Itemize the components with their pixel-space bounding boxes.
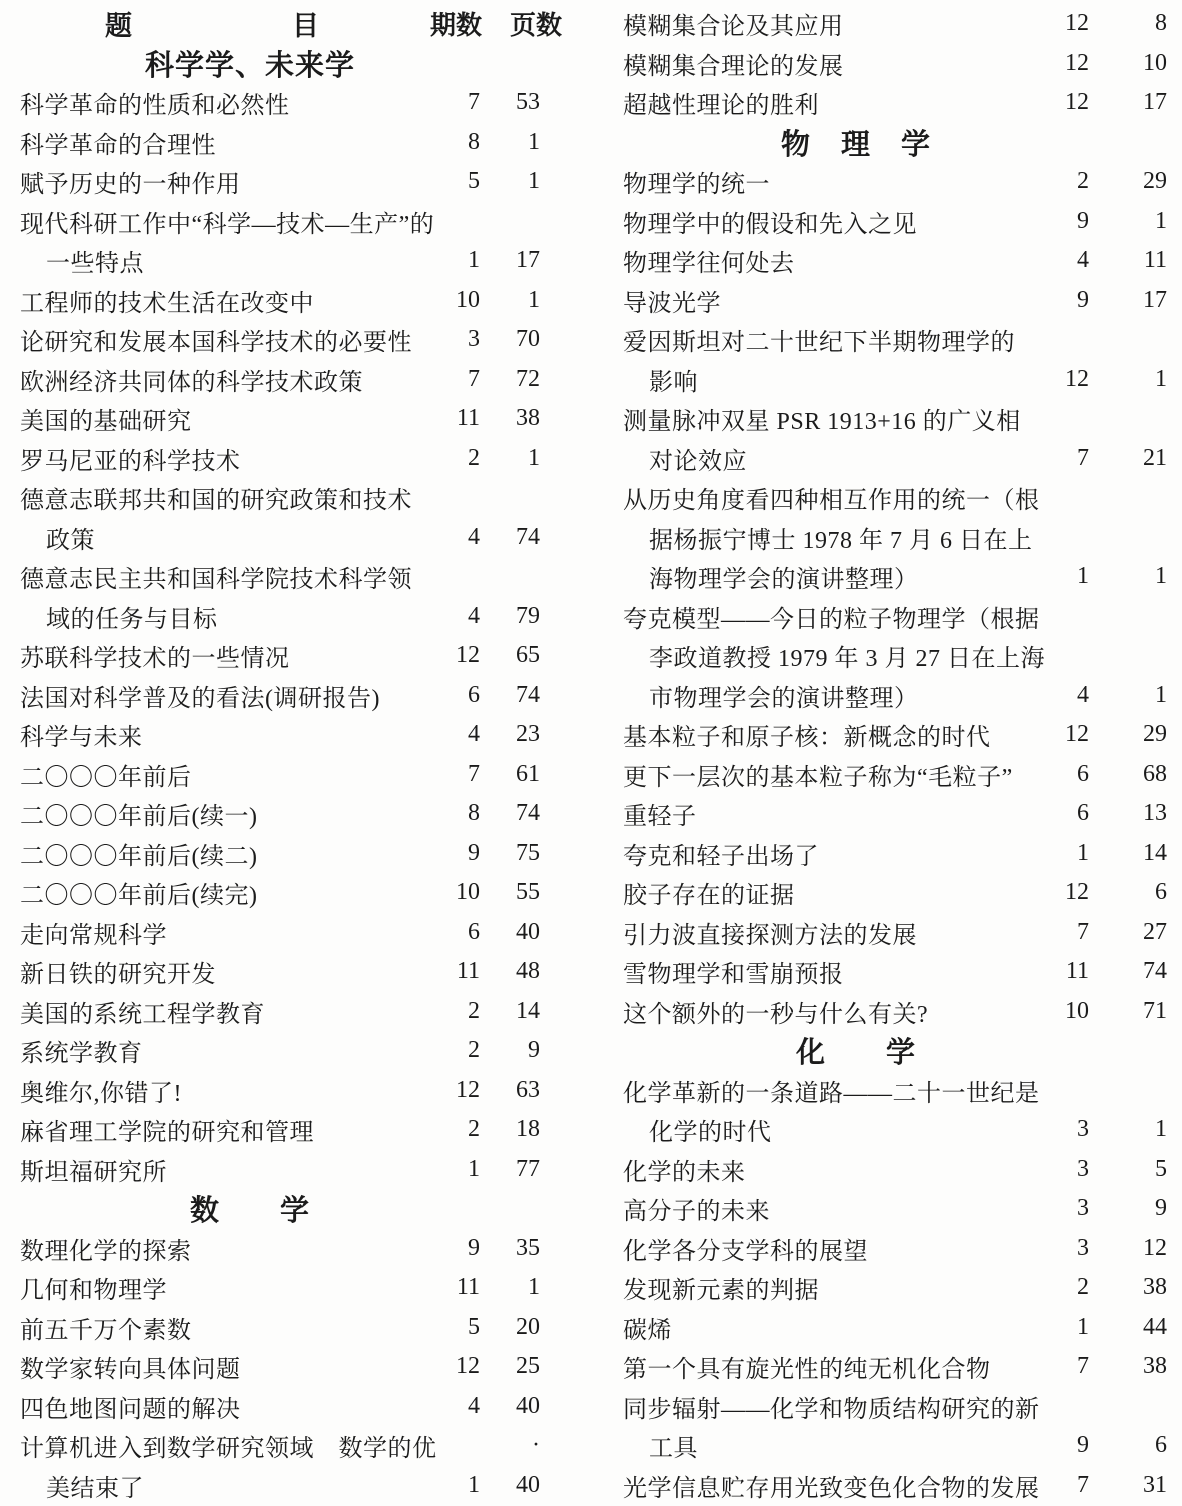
entry-title: 据杨振宁博士 1978 年 7 月 6 日在上 <box>649 527 1033 554</box>
toc-entry-row <box>20 1466 540 1506</box>
toc-entry-row <box>20 83 540 123</box>
entry-issue-number: 1 <box>1077 563 1089 590</box>
entry-title: 这个额外的一秒与什么有关? <box>623 1001 929 1028</box>
entry-page-number: 1 <box>528 1274 540 1301</box>
entry-page-number: 38 <box>1143 1353 1167 1380</box>
entry-page-number: 9 <box>1155 1195 1167 1222</box>
toc-entry-row <box>20 715 540 755</box>
entry-title: 超越性理论的胜利 <box>623 93 819 120</box>
entry-title: 化学的未来 <box>623 1159 746 1186</box>
entry-page-number: 1 <box>1155 681 1167 708</box>
entry-title: 光学信息贮存用光致变色化合物的发展 <box>623 1475 1040 1502</box>
toc-entry-row <box>623 557 1167 597</box>
entry-page-number: 1 <box>528 168 540 195</box>
entry-title: 斯坦福研究所 <box>20 1159 167 1186</box>
toc-entry-row <box>623 320 1167 360</box>
entry-issue-number: 12 <box>456 1076 480 1103</box>
entry-page-number: 5 <box>1155 1155 1167 1182</box>
entry-title: 走向常规科学 <box>20 922 167 949</box>
entry-issue-number: 4 <box>468 1392 480 1419</box>
entry-page-number: 14 <box>516 997 540 1024</box>
entry-issue-number: 12 <box>1065 879 1089 906</box>
toc-entry-row <box>20 1308 540 1348</box>
toc-entry-row <box>623 873 1167 913</box>
entry-issue-number: 6 <box>468 918 480 945</box>
entry-issue-number: 1 <box>1077 839 1089 866</box>
toc-column-left <box>20 4 562 1505</box>
column-header-row <box>20 4 562 44</box>
entry-title: 二〇〇〇年前后(续一) <box>20 804 258 831</box>
entry-title: 雪物理学和雪崩预报 <box>623 962 844 989</box>
entry-page-number: 12 <box>1143 1234 1167 1261</box>
entry-page-number: 17 <box>516 247 540 274</box>
entry-title: 现代科研工作中“科学—技术—生产”的 <box>20 211 435 238</box>
entry-issue-number: 2 <box>468 1037 480 1064</box>
entry-issue-number: 10 <box>1065 997 1089 1024</box>
entry-issue-number: 2 <box>1077 1274 1089 1301</box>
entry-page-number: 68 <box>1143 760 1167 787</box>
entry-issue-number: 9 <box>1077 1432 1089 1459</box>
toc-entry-row <box>20 399 540 439</box>
entry-title: 重轻子 <box>623 804 697 831</box>
entry-issue-number: 12 <box>456 642 480 669</box>
toc-entry-row <box>623 399 1167 439</box>
entry-issue-number: 3 <box>1077 1155 1089 1182</box>
entry-issue-number: 1 <box>468 1471 480 1498</box>
entry-page-number: 8 <box>1155 10 1167 37</box>
toc-entry-row <box>20 913 540 953</box>
entry-page-number: 1 <box>528 286 540 313</box>
toc-entry-row <box>623 636 1167 676</box>
section-heading-row <box>20 1189 540 1229</box>
entry-page-number: 31 <box>1143 1471 1167 1498</box>
entry-title: 导波光学 <box>623 290 721 317</box>
entry-page-number: 9 <box>528 1037 540 1064</box>
column-header-title-char-right: 目 <box>292 11 319 42</box>
entry-issue-number: 3 <box>468 326 480 353</box>
toc-entry-row <box>623 834 1167 874</box>
toc-entry-row <box>623 83 1167 123</box>
toc-entry-row <box>20 992 540 1032</box>
entry-page-number: 21 <box>1143 444 1167 471</box>
toc-entry-row <box>20 1071 540 1111</box>
entry-issue-number: 11 <box>456 405 480 432</box>
entry-issue-number: 3 <box>1077 1234 1089 1261</box>
entry-page-number: 63 <box>516 1076 540 1103</box>
toc-entry-row <box>20 162 540 202</box>
entry-page-number: 40 <box>516 918 540 945</box>
section-heading: 科学学、未来学 <box>144 49 355 82</box>
toc-entry-row <box>20 202 540 242</box>
toc-entry-row <box>623 360 1167 400</box>
entry-issue-number: 7 <box>1077 1471 1089 1498</box>
entry-page-number: 74 <box>516 523 540 550</box>
toc-entry-row <box>623 794 1167 834</box>
toc-entry-row <box>623 1387 1167 1427</box>
toc-entry-row <box>623 1347 1167 1387</box>
entry-issue-number: 2 <box>468 997 480 1024</box>
entry-title: 论研究和发展本国科学技术的必要性 <box>20 330 412 357</box>
toc-entry-row <box>623 44 1167 84</box>
entry-page-number: 6 <box>1155 879 1167 906</box>
entry-title: 更下一层次的基本粒子称为“毛粒子” <box>623 764 1013 791</box>
entry-issue-number: 8 <box>468 800 480 827</box>
entry-title: 二〇〇〇年前后(续完) <box>20 883 258 910</box>
toc-entry-row <box>623 755 1167 795</box>
entry-page-number: 29 <box>1143 721 1167 748</box>
section-heading-row <box>623 1031 1167 1071</box>
entry-issue-number: 7 <box>468 365 480 392</box>
toc-entry-row <box>623 1189 1167 1229</box>
entry-page-number: 18 <box>516 1116 540 1143</box>
toc-entry-row <box>623 281 1167 321</box>
entry-issue-number: 10 <box>456 879 480 906</box>
entry-page-number: 65 <box>516 642 540 669</box>
column-header-title <box>20 4 430 43</box>
toc-entry-row <box>20 873 540 913</box>
entry-page-number: 35 <box>516 1234 540 1261</box>
entry-title: 模糊集合论及其应用 <box>623 14 844 41</box>
toc-entry-row <box>20 636 540 676</box>
entry-title: 罗马尼亚的科学技术 <box>20 448 241 475</box>
entry-page-number: 53 <box>516 89 540 116</box>
entry-title: 系统学教育 <box>20 1041 143 1068</box>
entry-title: 测量脉冲双星 PSR 1913+16 的广义相 <box>623 409 1021 436</box>
entry-title: 夸克模型——今日的粒子物理学（根据 <box>623 606 1040 633</box>
entry-title: 赋予历史的一种作用 <box>20 172 241 199</box>
entry-issue-number: 6 <box>468 681 480 708</box>
entry-title: 麻省理工学院的研究和管理 <box>20 1120 314 1147</box>
entry-title: 域的任务与目标 <box>46 606 218 633</box>
entry-page-number: · <box>532 1432 540 1459</box>
entry-issue-number: 6 <box>1077 760 1089 787</box>
toc-entry-row <box>20 755 540 795</box>
entry-title: 化学的时代 <box>649 1120 772 1147</box>
toc-entry-row <box>20 676 540 716</box>
entry-page-number: 40 <box>516 1471 540 1498</box>
entry-title: 一些特点 <box>46 251 144 278</box>
entry-title: 二〇〇〇年前后(续二) <box>20 843 258 870</box>
toc-entry-row <box>20 320 540 360</box>
entry-title: 计算机进入到数学研究领域 数学的优 <box>20 1436 437 1463</box>
section-heading: 物 理 学 <box>780 128 931 161</box>
entry-issue-number: 12 <box>1065 10 1089 37</box>
entry-issue-number: 1 <box>1077 1313 1089 1340</box>
toc-entry-row <box>623 1071 1167 1111</box>
entry-title: 夸克和轻子出场了 <box>623 843 819 870</box>
column-header-page: 页数 <box>509 11 562 41</box>
entry-page-number: 27 <box>1143 918 1167 945</box>
toc-entry-row <box>20 834 540 874</box>
toc-entry-row <box>623 1229 1167 1269</box>
toc-entry-row <box>623 1150 1167 1190</box>
entry-page-number: 55 <box>516 879 540 906</box>
toc-entry-row <box>20 1110 540 1150</box>
toc-entry-row <box>623 1268 1167 1308</box>
entry-title: 数学家转向具体问题 <box>20 1357 241 1384</box>
entry-page-number: 40 <box>516 1392 540 1419</box>
entry-page-number: 11 <box>1143 247 1167 274</box>
entry-title: 爱因斯坦对二十世纪下半期物理学的 <box>623 330 1015 357</box>
toc-entry-row <box>20 1229 540 1269</box>
entry-issue-number: 6 <box>1077 800 1089 827</box>
column-header-title-char-left: 题 <box>105 11 132 42</box>
entry-page-number: 13 <box>1143 800 1167 827</box>
entry-title: 第一个具有旋光性的纯无机化合物 <box>623 1357 991 1384</box>
toc-entry-row <box>623 1110 1167 1150</box>
entry-issue-number: 9 <box>1077 286 1089 313</box>
column-header-issue: 期数 <box>430 11 483 41</box>
entry-page-number: 71 <box>1143 997 1167 1024</box>
entry-page-number: 6 <box>1155 1432 1167 1459</box>
entry-title: 欧洲经济共同体的科学技术政策 <box>20 369 363 396</box>
entry-page-number: 74 <box>516 800 540 827</box>
entry-title: 美国的系统工程学教育 <box>20 1001 265 1028</box>
toc-entry-row <box>623 952 1167 992</box>
entry-issue-number: 11 <box>1065 958 1089 985</box>
entry-issue-number: 12 <box>1065 89 1089 116</box>
toc-entry-row <box>20 1426 540 1466</box>
entry-title: 化学革新的一条道路——二十一世纪是 <box>623 1080 1040 1107</box>
entry-page-number: 1 <box>1155 207 1167 234</box>
entry-title: 几何和物理学 <box>20 1278 167 1305</box>
toc-entry-row <box>20 1150 540 1190</box>
entry-title: 模糊集合理论的发展 <box>623 53 844 80</box>
entry-title: 新日铁的研究开发 <box>20 962 216 989</box>
entry-page-number: 25 <box>516 1353 540 1380</box>
toc-entry-row <box>623 241 1167 281</box>
toc-entry-row <box>20 1268 540 1308</box>
entry-title: 工具 <box>649 1436 698 1463</box>
entry-page-number: 70 <box>516 326 540 353</box>
section-heading-row <box>623 123 1167 163</box>
entry-issue-number: 9 <box>468 839 480 866</box>
entry-issue-number: 2 <box>468 444 480 471</box>
entry-issue-number: 9 <box>1077 207 1089 234</box>
section-heading-row <box>20 44 540 84</box>
entry-page-number: 77 <box>516 1155 540 1182</box>
entry-title: 影响 <box>649 369 698 396</box>
entry-page-number: 29 <box>1143 168 1167 195</box>
entry-title: 德意志民主共和国科学院技术科学领 <box>20 567 412 594</box>
section-heading: 化 学 <box>795 1037 916 1070</box>
toc-entry-row <box>20 123 540 163</box>
entry-issue-number: 7 <box>1077 1353 1089 1380</box>
entry-issue-number: 3 <box>1077 1116 1089 1143</box>
entry-issue-number: 12 <box>1065 365 1089 392</box>
entry-issue-number: 2 <box>1077 168 1089 195</box>
entry-title: 物理学中的假设和先入之见 <box>623 211 917 238</box>
entry-title: 同步辐射——化学和物质结构研究的新 <box>623 1396 1040 1423</box>
toc-entry-row <box>623 913 1167 953</box>
entry-title: 引力波直接探测方法的发展 <box>623 922 917 949</box>
entry-title: 从历史角度看四种相互作用的统一（根 <box>623 488 1040 515</box>
entry-title: 高分子的未来 <box>623 1199 770 1226</box>
toc-entry-row <box>20 518 540 558</box>
entry-page-number: 48 <box>516 958 540 985</box>
toc-entry-row <box>623 4 1167 44</box>
entry-issue-number: 10 <box>456 286 480 313</box>
toc-entry-row <box>20 1347 540 1387</box>
entry-issue-number: 12 <box>456 1353 480 1380</box>
section-heading: 数 学 <box>189 1195 310 1228</box>
entry-issue-number: 1 <box>468 247 480 274</box>
entry-issue-number: 4 <box>468 602 480 629</box>
entry-title: 科学革命的性质和必然性 <box>20 93 290 120</box>
entry-issue-number: 12 <box>1065 49 1089 76</box>
entry-title: 美结束了 <box>46 1475 144 1502</box>
entry-issue-number: 4 <box>1077 247 1089 274</box>
toc-entry-row <box>20 439 540 479</box>
entry-issue-number: 3 <box>1077 1195 1089 1222</box>
entry-page-number: 17 <box>1143 286 1167 313</box>
entry-page-number: 74 <box>516 681 540 708</box>
entry-title: 政策 <box>46 527 95 554</box>
entry-issue-number: 4 <box>468 523 480 550</box>
toc-entry-row <box>20 952 540 992</box>
entry-title: 美国的基础研究 <box>20 409 192 436</box>
toc-entry-row <box>20 1387 540 1427</box>
entry-page-number: 79 <box>516 602 540 629</box>
entry-issue-number: 4 <box>1077 681 1089 708</box>
toc-entry-row <box>623 597 1167 637</box>
entry-page-number: 1 <box>528 444 540 471</box>
toc-entry-row <box>623 162 1167 202</box>
toc-entry-row <box>623 715 1167 755</box>
entry-page-number: 1 <box>1155 563 1167 590</box>
entry-title: 科学与未来 <box>20 725 143 752</box>
entry-title: 德意志联邦共和国的研究政策和技术 <box>20 488 412 515</box>
toc-entry-row <box>20 1031 540 1071</box>
entry-page-number: 1 <box>528 128 540 155</box>
entry-title: 数理化学的探索 <box>20 1238 192 1265</box>
entry-title: 对论效应 <box>649 448 747 475</box>
toc-entry-row <box>20 478 540 518</box>
entry-page-number: 1 <box>1155 365 1167 392</box>
toc-entry-row <box>20 794 540 834</box>
entry-issue-number: 12 <box>1065 721 1089 748</box>
entry-title: 化学各分支学科的展望 <box>623 1238 868 1265</box>
entry-title: 奥维尔,你错了! <box>20 1080 182 1107</box>
entry-page-number: 44 <box>1143 1313 1167 1340</box>
entry-page-number: 10 <box>1143 49 1167 76</box>
entry-title: 基本粒子和原子核：新概念的时代 <box>623 725 991 752</box>
entry-issue-number: 7 <box>468 89 480 116</box>
entry-title: 工程师的技术生活在改变中 <box>20 290 314 317</box>
entry-issue-number: 11 <box>456 1274 480 1301</box>
entry-issue-number: 4 <box>468 721 480 748</box>
toc-entry-row <box>20 241 540 281</box>
toc-entry-row <box>623 1426 1167 1466</box>
entry-page-number: 38 <box>1143 1274 1167 1301</box>
entry-title: 二〇〇〇年前后 <box>20 764 192 791</box>
entry-title: 市物理学会的演讲整理） <box>649 685 919 712</box>
toc-entry-row <box>623 1466 1167 1506</box>
entry-page-number: 23 <box>516 721 540 748</box>
entry-title: 法国对科学普及的看法(调研报告) <box>20 685 380 712</box>
entry-issue-number: 1 <box>468 1155 480 1182</box>
toc-entry-row <box>623 1308 1167 1348</box>
entry-issue-number: 2 <box>468 1116 480 1143</box>
entry-title: 苏联科学技术的一些情况 <box>20 646 290 673</box>
entry-issue-number: 5 <box>468 168 480 195</box>
entry-title: 物理学往何处去 <box>623 251 795 278</box>
entry-page-number: 17 <box>1143 89 1167 116</box>
entry-title: 胶子存在的证据 <box>623 883 795 910</box>
entry-title: 碳烯 <box>623 1317 672 1344</box>
entry-title: 李政道教授 1979 年 3 月 27 日在上海 <box>649 646 1045 673</box>
toc-entry-row <box>623 518 1167 558</box>
toc-entry-row <box>20 360 540 400</box>
entry-issue-number: 7 <box>1077 918 1089 945</box>
entry-title: 前五千万个素数 <box>20 1317 192 1344</box>
entry-page-number: 75 <box>516 839 540 866</box>
entry-page-number: 72 <box>516 365 540 392</box>
toc-entry-row <box>623 202 1167 242</box>
entry-issue-number: 11 <box>456 958 480 985</box>
toc-entry-row <box>623 439 1167 479</box>
entry-title: 发现新元素的判据 <box>623 1278 819 1305</box>
entry-page-number: 14 <box>1143 839 1167 866</box>
entry-page-number: 20 <box>516 1313 540 1340</box>
entry-issue-number: 5 <box>468 1313 480 1340</box>
toc-entry-row <box>20 281 540 321</box>
entry-title: 物理学的统一 <box>623 172 770 199</box>
entry-page-number: 1 <box>1155 1116 1167 1143</box>
toc-entry-row <box>623 478 1167 518</box>
toc-entry-row <box>20 597 540 637</box>
entry-issue-number: 7 <box>468 760 480 787</box>
entry-page-number: 38 <box>516 405 540 432</box>
entry-issue-number: 8 <box>468 128 480 155</box>
entry-page-number: 74 <box>1143 958 1167 985</box>
entry-issue-number: 7 <box>1077 444 1089 471</box>
toc-entry-row <box>623 676 1167 716</box>
entry-title: 海物理学会的演讲整理） <box>649 567 919 594</box>
entry-issue-number: 9 <box>468 1234 480 1261</box>
entry-title: 科学革命的合理性 <box>20 132 216 159</box>
toc-entry-row <box>20 557 540 597</box>
toc-column-right <box>623 4 1167 1505</box>
toc-entry-row <box>623 992 1167 1032</box>
entry-title: 四色地图问题的解决 <box>20 1396 241 1423</box>
entry-page-number: 61 <box>516 760 540 787</box>
